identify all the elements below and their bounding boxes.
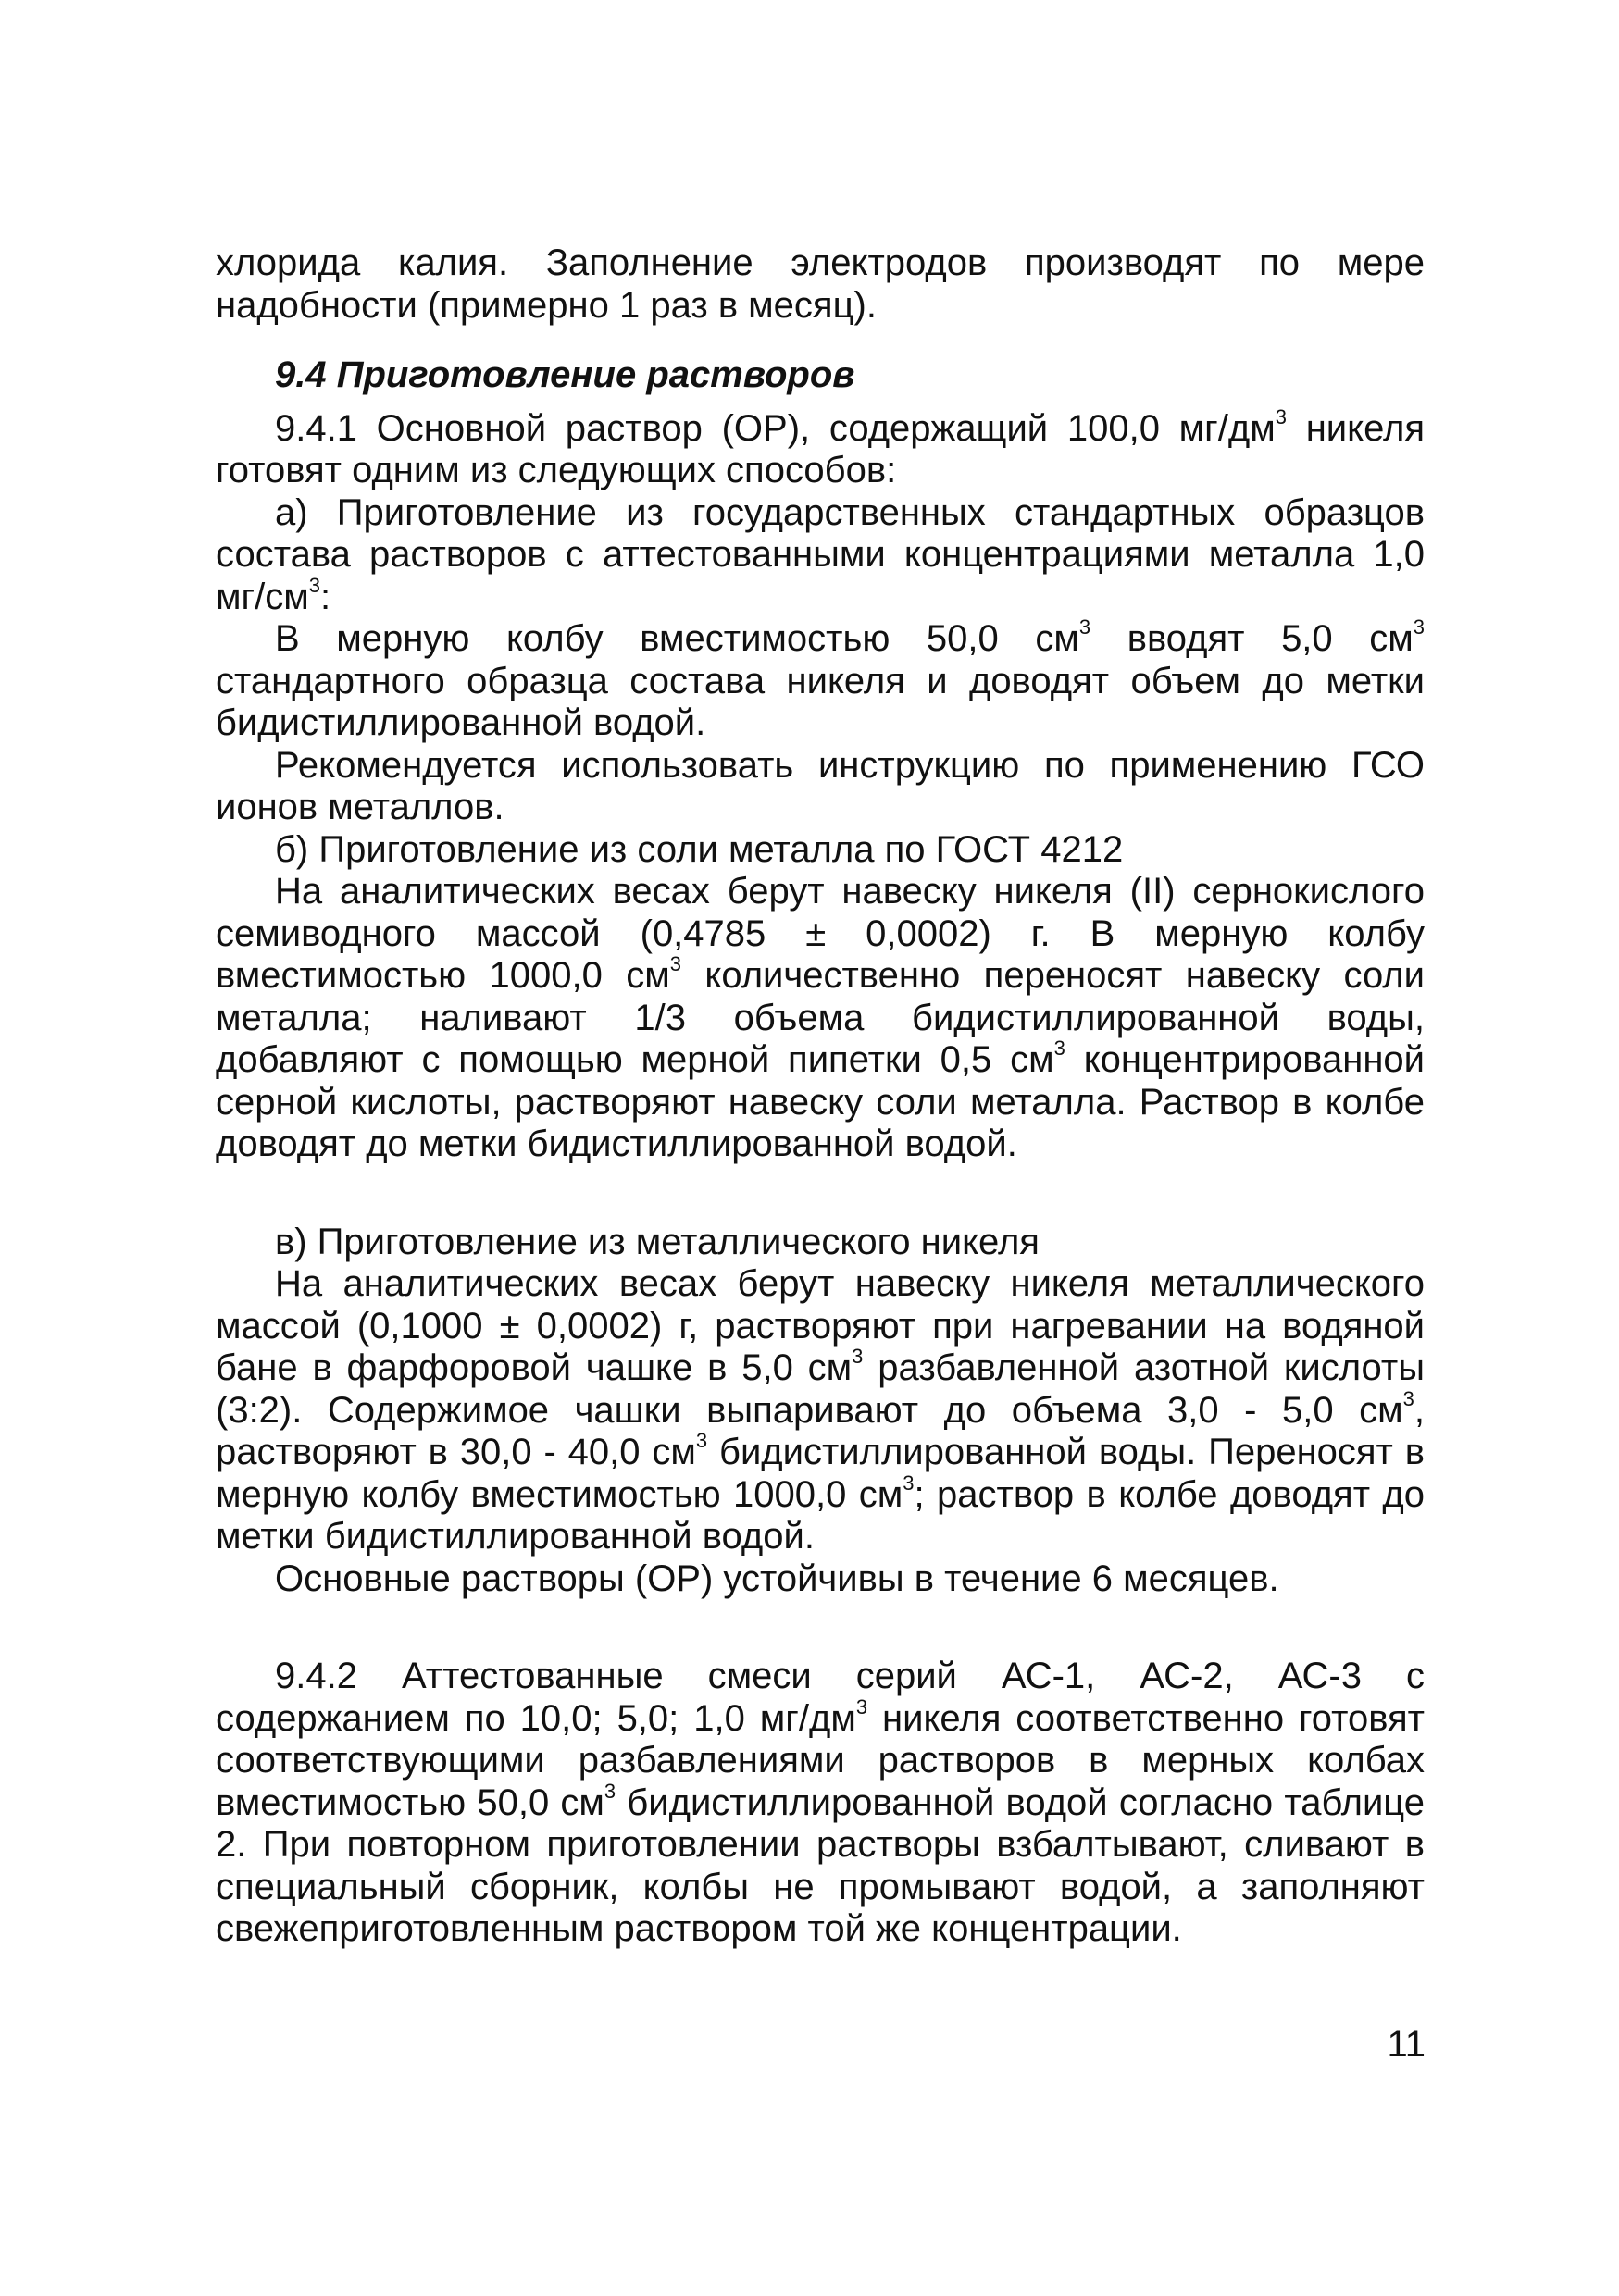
paragraph-recommendation: Рекомендуется использовать инструкцию по применению ГСО ионов металлов. [216,744,1425,827]
paragraph-method-b: б) Приготовление из соли металла по ГОСТ 4212 [275,828,1124,870]
paragraph-method-c-procedure: На аналитических весах берут навеску никеля металлического массой (0,1000 ± 0,0002) г, растворяют при нагревании на водяной бане в фарфоровой чашке в 5,0 $см^3$ разбавленной азотной кислоты (3:2). Содержимое чашки выпаривают до объема 3,0 - 5,0 $см^3$, растворяют в 30,0 - 40,0 $см^3$ бидистиллированной воды. Переносят в мерную колбу вместимостью 1000,0 $см^3$; раствор в колбе доводят до метки бидистиллированной водой. [216,1263,1426,1557]
paragraph-method-b-procedure: На аналитических весах берут навеску никеля (II) сернокислого семиводного массой (0,4785 ± 0,0002) г. В мерную колбу вместимостью 1000,0 $см^3$ количественно переносят навеску соли металла; наливают 1/3 объема бидистиллированной воды, добавляют с помощью мерной пипетки 0,5 $см^3$ концентрированной серной кислоты, растворяют навеску соли металла. Раствор в колбе доводят до метки бидистиллированной водой. [216,871,1426,1164]
page-number: 11 [1387,2024,1426,2065]
paragraph-method-c: в) Приготовление из металлического никеля [275,1221,1040,1262]
paragraph-stability: Основные растворы (ОР) устойчивы в течение 6 месяцев. [275,1558,1279,1599]
paragraph-electrodes: хлорида калия. Заполнение электродов производят по мере надобности (примерно 1 раз в месяц). [216,242,1425,326]
paragraph-stock-solution: 9.4.1 Основной раствор (ОР), содержащий 100,0 $мг/дм^3$ никеля готовят одним из следующих способов: [216,404,1425,490]
document-body [216,242,1425,1951]
section-heading: 9.4 Приготовление растворов [275,354,855,395]
paragraph-certified-mixtures: 9.4.2 Аттестованные смеси серий АС-1, АС-2, АС-3 с содержанием по 10,0; 5,0; 1,0 $мг/дм^3$ никеля соответственно готовят соответствующими разбавлениями растворов в мерных колбах вместимостью 50,0 $см^3$ бидистиллированной водой согласно таблице 2. При повторном приготовлении растворы взбалтывают, сливают в специальный сборник, колбы не промывают водой, а заполняют свежеприготовленным раствором той же концентрации. [216,1656,1425,1949]
paragraph-method-a-procedure: В мерную колбу вместимостью 50,0 $см^3$ вводят 5,0 $см^3$ стандартного образца состава никеля и доводят объем до метки бидистиллированной водой. [216,615,1426,743]
paragraph-method-a: а) Приготовление из государственных стандартных образцов состава растворов с аттестованными концентрациями металла 1,0 $мг/см^3$: [216,491,1425,617]
